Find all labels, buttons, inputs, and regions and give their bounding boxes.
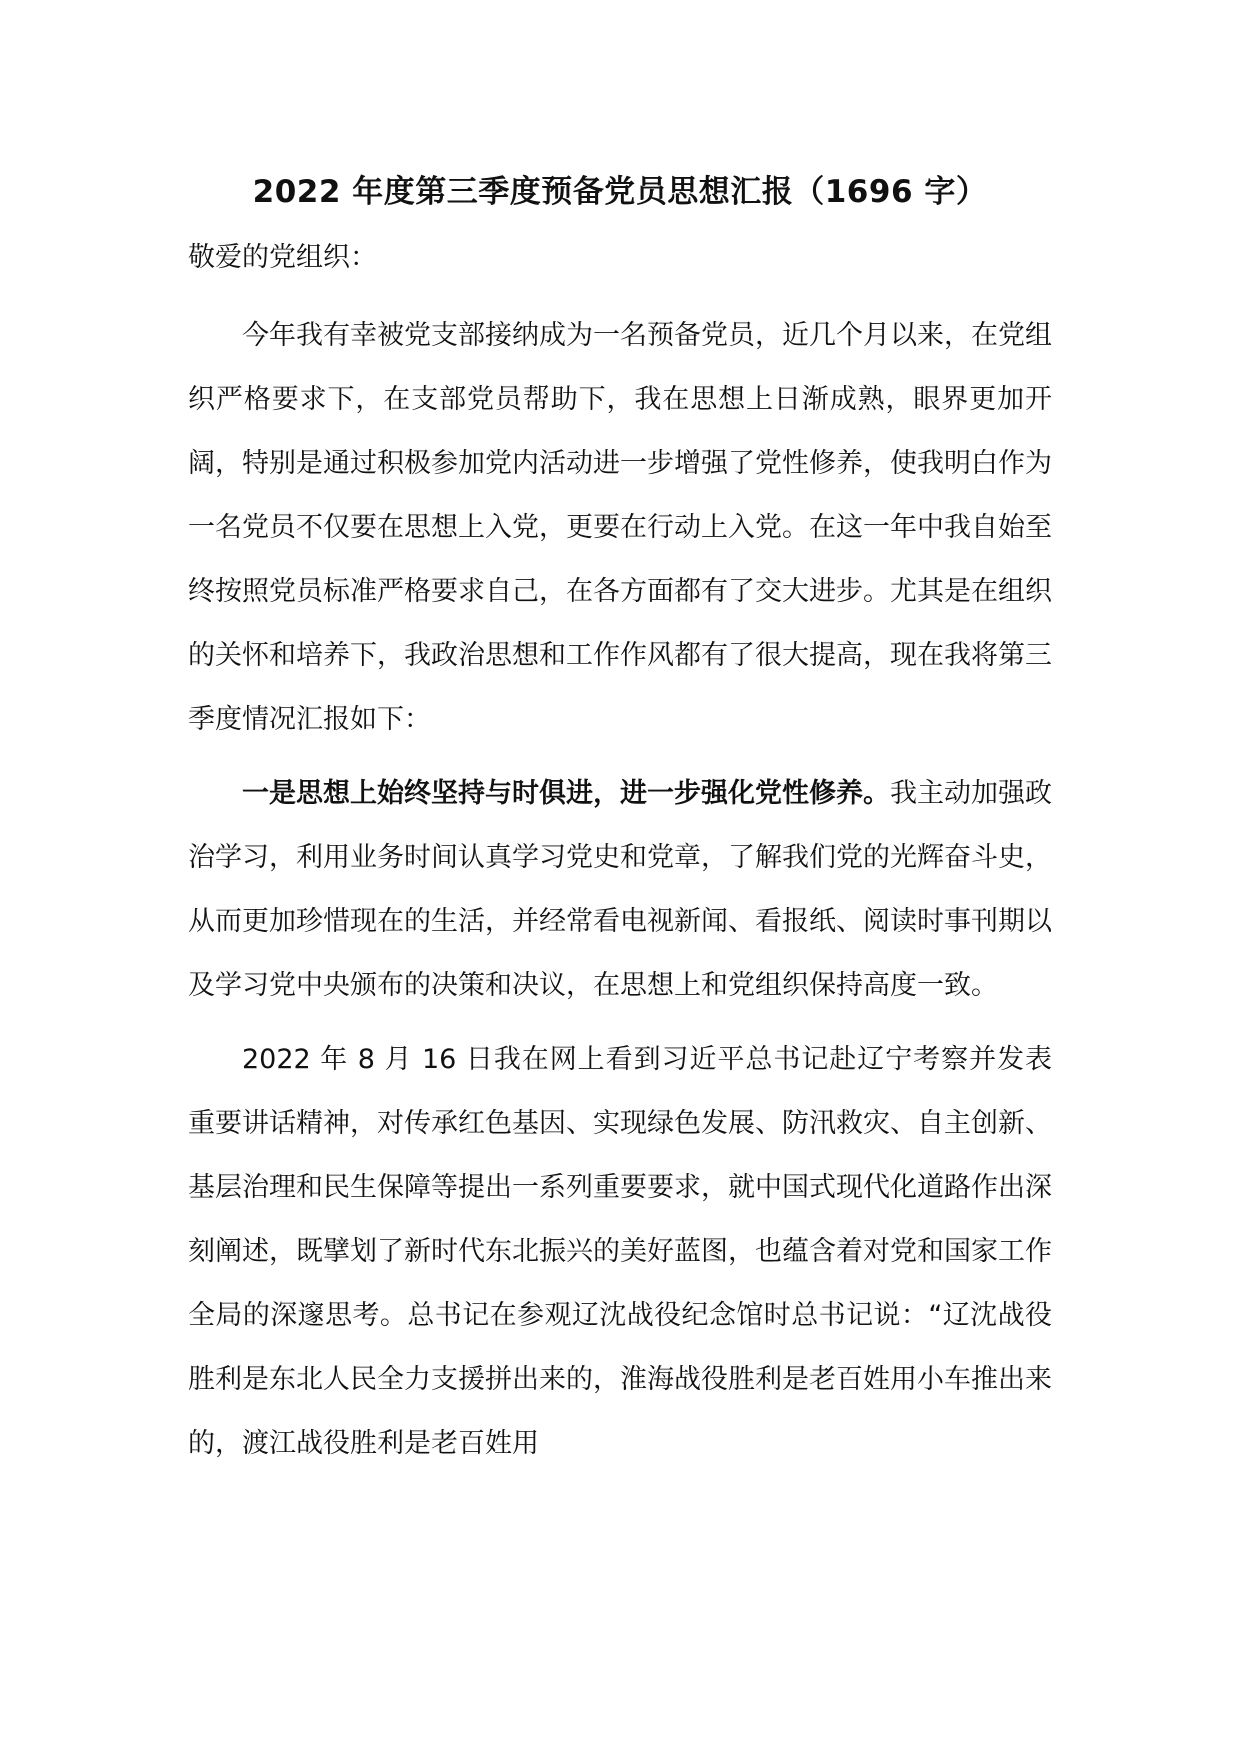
- paragraph-text: 今年我有幸被党支部接纳成为一名预备党员，近几个月以来，在党组织严格要求下，在支部党员帮助下，我在思想上日渐成熟，眼界更加开阔，特别是通过积极参加党内活动进一步增强了党性修养，使我明白作为一名党员不仅要在思想上入党，更要在行动上入党。在这一年中我自始至终按照党员标准严格要求自己，在各方面都有了交大进步。尤其是在组织的关怀和培养下，我政治思想和工作作风都有了很大提高，现在我将第三季度情况汇报如下：: [188, 320, 1052, 735]
- document-title: 2022 年度第三季度预备党员思想汇报（1696 字）: [252, 174, 988, 210]
- paragraph-text: 我主动加强政治学习，利用业务时间认真学习党史和党章，了解我们党的光辉奋斗史，从而更加珍惜现在的生活，并经常看电视新闻、看报纸、阅读时事刊期以及学习党中央颁布的决策和决议，在思想上和党组织保持高度一致。: [188, 778, 1052, 1001]
- paragraph-news: [188, 1028, 1052, 1476]
- paragraph-text: 2022 年 8 月 16 日我在网上看到习近平总书记赴辽宁考察并发表重要讲话精神，对传承红色基因、实现绿色发展、防汛救灾、自主创新、基层治理和民生保障等提出一系列重要要求，就中国式现代化道路作出深刻阐述，既擘划了新时代东北振兴的美好蓝图，也蕴含着对党和国家工作全局的深邃思考。总书记在参观辽沈战役纪念馆时总书记说：“辽沈战役胜利是东北人民全力支援拼出来的，淮海战役胜利是老百姓用小车推出来的，渡江战役胜利是老百姓用: [188, 1044, 1052, 1459]
- paragraph-intro: [188, 304, 1052, 752]
- salutation: 敬爱的党组织：: [188, 242, 377, 273]
- document-body: [188, 172, 1052, 1486]
- paragraph-lead-heading: 一是思想上始终坚持与时俱进，进一步强化党性修养。: [242, 778, 890, 809]
- paragraph-point-one: [188, 762, 1052, 1018]
